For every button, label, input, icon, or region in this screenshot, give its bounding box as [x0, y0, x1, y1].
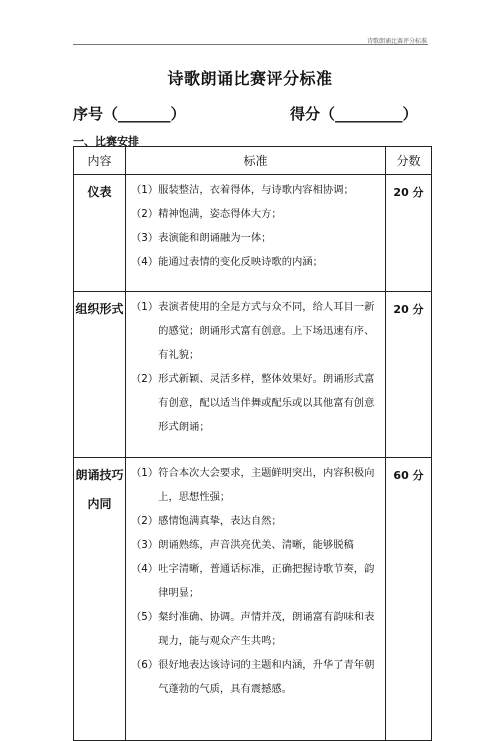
item-number: （6）	[131, 659, 159, 671]
item-text: 服装整洁，衣着得体，与诗歌内容相协调；	[158, 184, 354, 196]
item-text: 精神饱满，姿态得体大方；	[158, 208, 282, 220]
criteria-item	[131, 367, 379, 439]
item-text: 很好地表达该诗词的主题和内涵，升华了青年朝气蓬勃的气质，具有震撼感。	[158, 659, 375, 695]
item-text: 粲纣准确、协调。声情并茂，朗诵富有韵味和表现力，能与观众产生共鸣；	[158, 611, 375, 647]
scoring-table	[73, 146, 432, 741]
item-number: （4）	[131, 563, 159, 575]
page-title: 诗歌朗诵比赛评分标准	[167, 69, 333, 88]
item-number: （4）	[131, 256, 159, 268]
section-heading: 一、比赛安排	[73, 135, 139, 148]
points-cell: 60 分	[386, 458, 432, 741]
item-number: （1）	[131, 184, 159, 196]
header-divider	[73, 44, 428, 45]
item-text: 表演能和朗诵融为一体；	[158, 232, 272, 244]
criteria-item	[131, 250, 379, 274]
table-header-row	[74, 147, 432, 175]
criteria-item	[131, 295, 379, 367]
points-cell: 20 分	[386, 292, 432, 458]
item-number: （3）	[131, 232, 159, 244]
criteria-item	[131, 461, 379, 509]
table-row	[74, 175, 432, 292]
item-text: 形式新颖、灵活多样，整体效果好。朗诵形式富有创意，配以适当伴舞或配乐或以其他富有创意形式朗诵；	[158, 373, 375, 433]
item-text: 符合本次大会要求，主题鲜明突出，内容积极向上，思想性强；	[158, 467, 375, 503]
criteria-item	[131, 178, 379, 202]
header-points: 分数	[386, 147, 432, 175]
criteria-cell	[126, 175, 386, 292]
table-row	[74, 458, 432, 741]
item-number: （1）	[131, 301, 159, 313]
item-number: （2）	[131, 208, 159, 220]
criteria-cell	[126, 458, 386, 741]
header-criteria: 标准	[126, 147, 386, 175]
criteria-item	[131, 605, 379, 653]
sequence-field: 序号（_______）	[73, 105, 186, 123]
criteria-item	[131, 202, 379, 226]
item-number: （2）	[131, 373, 159, 385]
item-number: （3）	[131, 539, 159, 551]
header-content: 内容	[74, 147, 126, 175]
criteria-item	[131, 653, 379, 701]
item-text: 朗诵熟练，声音洪亮优美、清晰，能够脱稿	[158, 539, 354, 551]
category-cell: 朗诵技巧内同	[74, 458, 126, 741]
item-text: 吐字清晰，普通话标准，正确把握诗歌节奏，韵律明显；	[158, 563, 375, 599]
item-text: 能通过表情的变化反映诗歌的内涵；	[158, 256, 323, 268]
item-number: （2）	[131, 515, 159, 527]
criteria-item	[131, 509, 379, 533]
category-cell: 组织形式	[74, 292, 126, 458]
item-text: 感情饱满真挚，表达自然；	[158, 515, 282, 527]
category-cell: 仪表	[74, 175, 126, 292]
table-row	[74, 292, 432, 458]
item-number: （5）	[131, 611, 159, 623]
criteria-cell	[126, 292, 386, 458]
criteria-item	[131, 533, 379, 557]
criteria-item	[131, 557, 379, 605]
points-cell: 20 分	[386, 175, 432, 292]
running-header: 诗歌朗诵比赛评分标准	[366, 38, 427, 45]
item-text: 表演者使用的全是方式与众不同，给人耳目一新的感觉；朗诵形式富有创意。上下场迅速有序、有礼貌；	[158, 301, 375, 361]
item-number: （1）	[131, 467, 159, 479]
criteria-item	[131, 226, 379, 250]
score-field: 得分（_________）	[290, 105, 418, 123]
